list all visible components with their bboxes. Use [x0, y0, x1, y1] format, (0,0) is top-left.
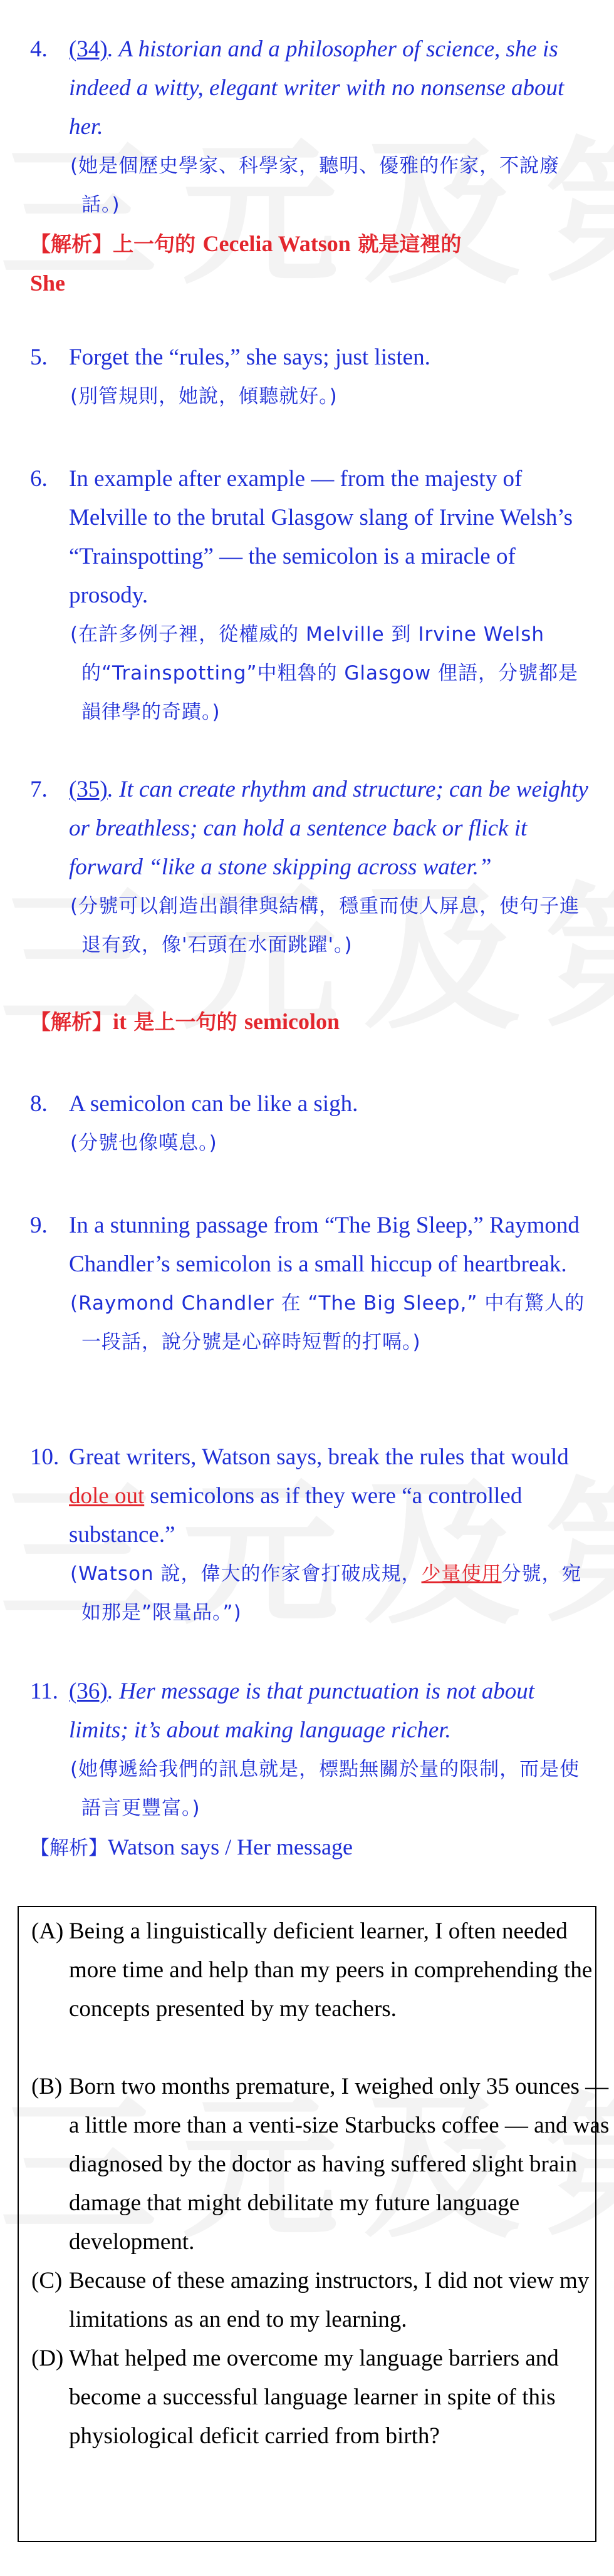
analysis-36: 【解析】Watson says / Her message — [30, 1834, 353, 1860]
sentence-text: In example after example — from the majesty of Melville to the brutal Glasgow slang of Irvine Welsh’s “Trainspotting” — the semicolon is a miracle of prosody. — [69, 466, 573, 608]
item-number: 11. — [30, 1679, 58, 1704]
option-d — [31, 2339, 614, 2456]
option-label: (A) — [31, 1918, 64, 1944]
sentence-text: Forget the “rules,” she says; just listen. — [69, 344, 430, 370]
item-7 — [30, 770, 594, 965]
blank-34: (34) — [69, 36, 108, 62]
item-number: 9. — [30, 1213, 48, 1238]
item-8 — [30, 1085, 594, 1162]
item-9 — [30, 1206, 594, 1362]
options-box — [18, 1906, 610, 2542]
option-label: (B) — [31, 2074, 63, 2099]
translation-text: (她是個歷史學家、科學家，聽明、優雅的作家，不說廢話。) — [70, 155, 560, 216]
option-text: Being a linguistically deficient learner, I often needed more time and help than my peers in comprehending the concepts presented by my teachers. — [69, 1918, 593, 2022]
sentence-text: A semicolon can be like a sigh. — [69, 1091, 358, 1117]
sentence-text: . Her message is that punctuation is not about limits; it’s about making language richer. — [69, 1679, 535, 1743]
translation-text: (她傳遞給我們的訊息就是，標點無關於量的限制，而是使語言更豐富。) — [70, 1758, 580, 1819]
option-text: What helped me overcome my language barriers and become a successful language learner in spite of this physiological deficit carried from birth? — [69, 2346, 559, 2449]
translation-text: (Watson 說，偉大的作家會打破成規，少量使用分號，宛如那是”限量品。”) — [70, 1563, 582, 1624]
sentence-text: . It can create rhythm and structure; can be weighty or breathless; can hold a sentence back or flick it forward “like a stone skipping across water.” — [69, 777, 588, 880]
option-c — [31, 2262, 614, 2339]
option-text: Because of these amazing instructors, I did not view my limitations as an end to my learning. — [69, 2268, 590, 2332]
item-5 — [30, 338, 594, 416]
highlight-dole-out: dole out — [69, 1483, 145, 1509]
translation-text: (分號也像嘆息。) — [70, 1132, 217, 1154]
translation-text: (別管規則，她說，傾聽就好。) — [70, 385, 338, 408]
item-6 — [30, 460, 594, 732]
analysis-34: 【解析】上一句的 Cecelia Watson 就是這裡的 She — [30, 231, 462, 296]
translation-text: (在許多例子裡，從權威的 Melville 到 Irvine Welsh 的“Trainspotting”中粗魯的 Glasgow 俚語，分號都是韻律學的奇蹟。) — [70, 623, 579, 723]
translation-text: (分號可以創造出韻律與結構，穩重而使人屏息，使句子進退有致，像'石頭在水面跳躍'。) — [70, 895, 580, 956]
highlight-translation: 少量使用 — [421, 1563, 502, 1585]
blank-36: (36) — [69, 1679, 108, 1704]
blank-35: (35) — [69, 777, 108, 802]
item-4 — [30, 30, 594, 224]
option-label: (D) — [31, 2346, 64, 2371]
sentence-text: In a stunning passage from “The Big Sleep,” Raymond Chandler’s semicolon is a small hiccup of heartbreak. — [69, 1213, 580, 1277]
option-label: (C) — [31, 2268, 63, 2294]
item-number: 8. — [30, 1091, 48, 1117]
item-10: 10. Great writers, Watson says, break the rules that would dole out semicolons as if they were “a controlled substance.” (Watson 說，偉大的作家會打破成規，少量使用分號，宛如那是”限量品。”) — [30, 1438, 594, 1632]
item-11 — [30, 1672, 594, 1828]
sentence-text: . A historian and a philosopher of science, she is indeed a witty, elegant writer with no nonsense about her. — [69, 36, 565, 140]
translation-text: (Raymond Chandler 在 “The Big Sleep,” 中有驚人的一段話，說分號是心碎時短暫的打嗝。) — [70, 1292, 585, 1353]
item-number: 6. — [30, 466, 48, 492]
item-number: 10. — [30, 1444, 60, 1470]
item-number: 4. — [30, 36, 48, 62]
option-a — [31, 1912, 614, 2029]
option-text: Born two months premature, I weighed only 35 ounces — a little more than a venti-size Starbucks coffee — and was diagnosed by the doctor as having suffered slight brain damage that might debilitate my future language development. — [69, 2074, 610, 2255]
analysis-35: 【解析】it 是上一句的 semicolon — [30, 1009, 340, 1034]
item-number: 7. — [30, 777, 48, 802]
item-number: 5. — [30, 344, 48, 370]
option-b — [31, 2067, 614, 2262]
